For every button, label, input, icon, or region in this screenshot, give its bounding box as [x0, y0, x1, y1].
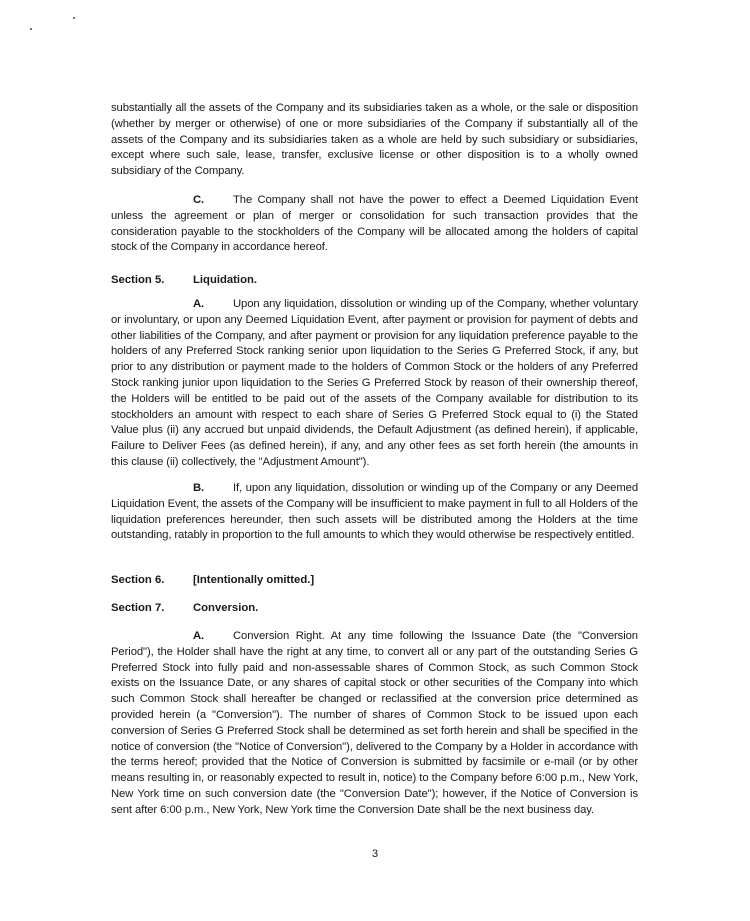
- paragraph-c: [111, 193, 638, 256]
- paragraph-5a-text: Upon any liquidation, dissolution or winding up of the Company, whether voluntary or involuntary, or upon any Deemed Liquidation Event, after payment or provision for payment of debts and other liabilities of the Company, and after payment or provision for any liquidation preference payable to the holders of any Preferred Stock ranking senior upon liquidation to the Series G Preferred Stock, if any, but prior to any distribution or payment made to the holders of Common Stock or the holders of any Preferred Stock ranking junior upon liquidation to the Series G Preferred Stock by reason of their ownership thereof, the Holders will be entitled to be paid out of the assets of the Company available for distribution to its stockholders an amount with respect to each share of Series G Preferred Stock equal to (i) the Stated Value plus (ii) any accrued but unpaid dividends, the Default Adjustment (as defined herein), if applicable, Failure to Deliver Fees (as defined herein), if any, and any other fees as set forth herein (the amounts in this clause (ii) collectively, the "Adjustment Amount").: [111, 298, 638, 468]
- paragraph-7a: [111, 629, 638, 819]
- section-6-heading: [111, 574, 314, 586]
- paragraph-5a: [111, 297, 638, 471]
- section-5-heading: [111, 274, 257, 286]
- scan-speck: [73, 17, 75, 19]
- page-number: 3: [371, 848, 379, 860]
- section-5-title: Liquidation.: [193, 274, 258, 286]
- paragraph-5b-letter: B.: [193, 482, 205, 494]
- paragraph-c-letter: C.: [193, 194, 205, 206]
- section-6-title: [Intentionally omitted.]: [193, 574, 315, 586]
- paragraph-5b: [111, 481, 638, 544]
- section-5-number: Section 5.: [111, 274, 165, 286]
- paragraph-c-text: The Company shall not have the power to effect a Deemed Liquidation Event unless the agreement or plan of merger or consolidation for such transaction provides that the consideration payable to the stockholders of the Company will be allocated among the holders of capital stock of the Company in accordance hereof.: [111, 194, 638, 254]
- paragraph-intro: [111, 101, 638, 180]
- paragraph-5b-text: If, upon any liquidation, dissolution or winding up of the Company or any Deemed Liquidation Event, the assets of the Company will be insufficient to make payment in full to all Holders of the liquidation preferences hereunder, then such assets will be distributed among the Holders at the time outstanding, ratably in proportion to the full amounts to which they would otherwise be respectively entitled.: [111, 482, 638, 542]
- paragraph-5a-letter: A.: [193, 298, 205, 310]
- paragraph-7a-letter: A.: [193, 630, 205, 642]
- paragraph-7a-text: Conversion Right. At any time following the Issuance Date (the "Conversion Period"), the Holder shall have the right at any time, to convert all or any part of the outstanding Series G Preferred Stock into fully paid and non-assessable shares of Common Stock, as such Common Stock exists on the Issuance Date, or any shares of capital stock or other securities of the Company into which such Common Stock shall hereafter be changed or reclassified at the conversion price determined as provided herein (a "Conversion"). The number of shares of Common Stock to be issued upon each conversion of Series G Preferred Stock shall be determined as set forth herein and shall be specified in the notice of conversion (the "Notice of Conversion"), delivered to the Company by a Holder in accordance with the terms hereof; provided that the Notice of Conversion is submitted by facsimile or e-mail (or by other means resulting in, or reasonably expected to result in, notice) to the Company before 6:00 p.m., New York, New York time on such conversion date (the "Conversion Date"); however, if the Notice of Conversion is sent after 6:00 p.m., New York, New York time the Conversion Date shall be the next business day.: [111, 630, 638, 816]
- section-7-title: Conversion.: [193, 602, 259, 614]
- section-6-number: Section 6.: [111, 574, 165, 586]
- paragraph-intro-text: substantially all the assets of the Company and its subsidiaries taken as a whole, or the sale or disposition (whether by merger or otherwise) of one or more subsidiaries of the Company if substantially all of the assets of the Company and its subsidiaries taken as a whole are held by such subsidiary or subsidiaries, except where such sale, lease, transfer, exclusive license or other disposition is to a wholly owned subsidiary of the Company.: [111, 102, 638, 178]
- scan-speck: [30, 28, 32, 30]
- section-7-number: Section 7.: [111, 602, 165, 614]
- section-7-heading: [111, 602, 258, 614]
